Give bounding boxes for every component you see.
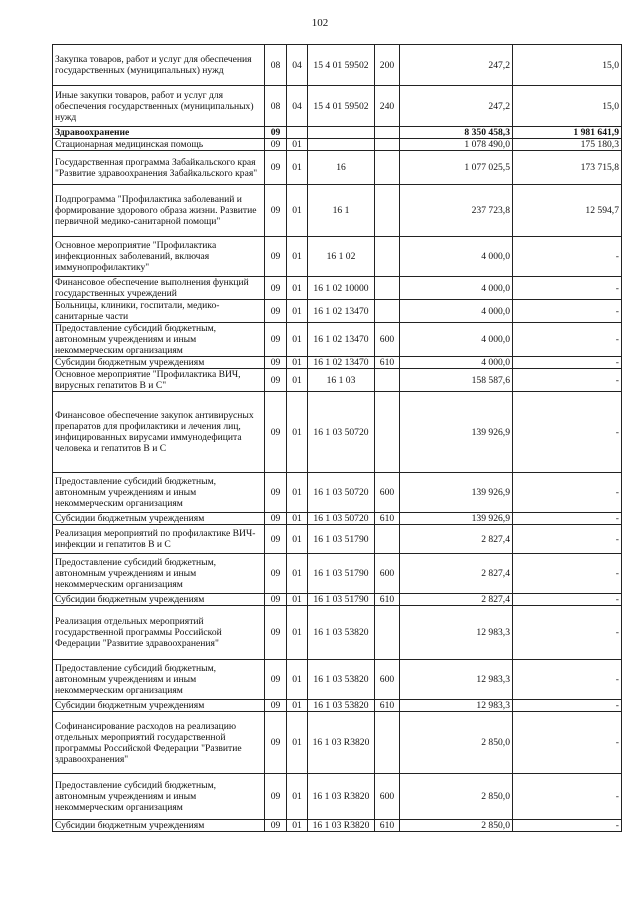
- cell-vr: 600: [375, 774, 400, 820]
- cell-rz: 08: [265, 45, 287, 86]
- table-row: [53, 45, 622, 86]
- table-row: [53, 139, 622, 151]
- cell-csr: [308, 139, 375, 151]
- cell-sum1: 2 850,0: [400, 774, 513, 820]
- cell-pr: 01: [287, 392, 308, 473]
- cell-rz: 09: [265, 357, 287, 369]
- cell-vr: [375, 606, 400, 660]
- cell-sum2: 173 715,8: [513, 151, 622, 185]
- cell-csr: 16 1 02 13470: [308, 323, 375, 357]
- cell-csr: 16 1 03 51790: [308, 554, 375, 594]
- cell-vr: [375, 525, 400, 554]
- cell-name: Закупка товаров, работ и услуг для обеспечения государственных (муниципальных) нужд: [53, 45, 265, 86]
- cell-name: Финансовое обеспечение выполнения функций государственных учреждений: [53, 277, 265, 300]
- table-row: [53, 392, 622, 473]
- cell-sum2: 175 180,3: [513, 139, 622, 151]
- cell-rz: 09: [265, 300, 287, 323]
- cell-sum2: -: [513, 594, 622, 606]
- cell-sum1: 4 000,0: [400, 237, 513, 277]
- cell-vr: [375, 369, 400, 392]
- table-row: [53, 660, 622, 700]
- table-row: [53, 151, 622, 185]
- cell-pr: 01: [287, 594, 308, 606]
- cell-sum1: 247,2: [400, 45, 513, 86]
- cell-vr: 610: [375, 700, 400, 712]
- cell-csr: 16 1 03 53820: [308, 660, 375, 700]
- cell-vr: 240: [375, 86, 400, 127]
- cell-pr: 01: [287, 277, 308, 300]
- cell-pr: 04: [287, 45, 308, 86]
- table-row: [53, 594, 622, 606]
- cell-pr: 01: [287, 369, 308, 392]
- cell-pr: 01: [287, 700, 308, 712]
- cell-pr: 04: [287, 86, 308, 127]
- cell-sum2: -: [513, 323, 622, 357]
- table-row: [53, 700, 622, 712]
- cell-csr: 15 4 01 59502: [308, 86, 375, 127]
- cell-name: Предоставление субсидий бюджетным, автономным учреждениям и иным некоммерческим организациям: [53, 323, 265, 357]
- cell-rz: 09: [265, 820, 287, 832]
- cell-name: Субсидии бюджетным учреждениям: [53, 594, 265, 606]
- table-row: [53, 712, 622, 774]
- cell-pr: 01: [287, 357, 308, 369]
- cell-csr: [308, 127, 375, 139]
- cell-pr: 01: [287, 139, 308, 151]
- cell-vr: 600: [375, 554, 400, 594]
- cell-sum2: -: [513, 277, 622, 300]
- cell-rz: 09: [265, 594, 287, 606]
- cell-rz: 09: [265, 554, 287, 594]
- cell-vr: [375, 277, 400, 300]
- cell-sum2: -: [513, 525, 622, 554]
- cell-name: Субсидии бюджетным учреждениям: [53, 513, 265, 525]
- cell-name: Подпрограмма "Профилактика заболеваний и формирование здорового образа жизни. Развитие первичной медико-санитарной помощи": [53, 185, 265, 237]
- cell-csr: 16 1 03: [308, 369, 375, 392]
- cell-sum2: -: [513, 513, 622, 525]
- cell-name: Предоставление субсидий бюджетным, автономным учреждениям и иным некоммерческим организациям: [53, 660, 265, 700]
- cell-vr: 200: [375, 45, 400, 86]
- cell-name: Предоставление субсидий бюджетным, автономным учреждениям и иным некоммерческим организациям: [53, 774, 265, 820]
- cell-rz: 09: [265, 513, 287, 525]
- table-row: [53, 473, 622, 513]
- cell-pr: 01: [287, 473, 308, 513]
- cell-csr: 16 1 03 50720: [308, 392, 375, 473]
- cell-rz: 09: [265, 369, 287, 392]
- cell-sum1: 2 827,4: [400, 525, 513, 554]
- cell-rz: 09: [265, 712, 287, 774]
- cell-vr: [375, 237, 400, 277]
- cell-sum2: -: [513, 700, 622, 712]
- cell-vr: 610: [375, 820, 400, 832]
- cell-csr: 16 1 03 R3820: [308, 774, 375, 820]
- cell-rz: 09: [265, 700, 287, 712]
- cell-pr: 01: [287, 323, 308, 357]
- table-row: [53, 277, 622, 300]
- cell-vr: [375, 300, 400, 323]
- table-row: [53, 86, 622, 127]
- cell-rz: 09: [265, 660, 287, 700]
- cell-sum2: 1 981 641,9: [513, 127, 622, 139]
- cell-csr: 16 1 03 R3820: [308, 712, 375, 774]
- cell-vr: [375, 392, 400, 473]
- table-row: [53, 606, 622, 660]
- cell-sum2: -: [513, 357, 622, 369]
- page-number: 102: [311, 17, 329, 29]
- cell-name: Основное мероприятие "Профилактика ВИЧ, вирусных гепатитов В и С": [53, 369, 265, 392]
- table-row: [53, 127, 622, 139]
- table-row: [53, 369, 622, 392]
- cell-rz: 09: [265, 774, 287, 820]
- cell-sum1: 8 350 458,3: [400, 127, 513, 139]
- cell-csr: 15 4 01 59502: [308, 45, 375, 86]
- cell-rz: 09: [265, 473, 287, 513]
- cell-rz: 09: [265, 606, 287, 660]
- cell-rz: 09: [265, 237, 287, 277]
- cell-name: Иные закупки товаров, работ и услуг для обеспечения государственных (муниципальных) нужд: [53, 86, 265, 127]
- cell-pr: 01: [287, 712, 308, 774]
- cell-pr: [287, 127, 308, 139]
- cell-name: Предоставление субсидий бюджетным, автономным учреждениям и иным некоммерческим организациям: [53, 554, 265, 594]
- table-row: [53, 237, 622, 277]
- cell-vr: 610: [375, 594, 400, 606]
- cell-sum1: 12 983,3: [400, 606, 513, 660]
- cell-sum1: 4 000,0: [400, 323, 513, 357]
- cell-pr: 01: [287, 513, 308, 525]
- cell-sum2: -: [513, 660, 622, 700]
- cell-sum1: 139 926,9: [400, 473, 513, 513]
- cell-vr: [375, 712, 400, 774]
- cell-sum2: -: [513, 369, 622, 392]
- cell-name: Государственная программа Забайкальского края "Развитие здравоохранения Забайкальского края": [53, 151, 265, 185]
- cell-rz: 09: [265, 525, 287, 554]
- cell-rz: 09: [265, 323, 287, 357]
- cell-name: Здравоохранение: [53, 127, 265, 139]
- cell-vr: [375, 151, 400, 185]
- cell-pr: 01: [287, 820, 308, 832]
- cell-sum2: -: [513, 820, 622, 832]
- cell-sum2: -: [513, 712, 622, 774]
- cell-pr: 01: [287, 185, 308, 237]
- table-row: [53, 300, 622, 323]
- cell-rz: 09: [265, 277, 287, 300]
- cell-sum1: 2 850,0: [400, 820, 513, 832]
- cell-name: Субсидии бюджетным учреждениям: [53, 357, 265, 369]
- cell-sum1: 4 000,0: [400, 277, 513, 300]
- cell-name: Финансовое обеспечение закупок антивирусных препаратов для профилактики и лечения лиц, инфицированных вирусами иммунодефицита человека и гепатитов В и С: [53, 392, 265, 473]
- cell-name: Предоставление субсидий бюджетным, автономным учреждениям и иным некоммерческим организациям: [53, 473, 265, 513]
- cell-vr: [375, 127, 400, 139]
- cell-sum2: -: [513, 554, 622, 594]
- cell-sum1: 2 827,4: [400, 554, 513, 594]
- cell-pr: 01: [287, 606, 308, 660]
- cell-vr: 600: [375, 323, 400, 357]
- cell-vr: [375, 139, 400, 151]
- cell-pr: 01: [287, 300, 308, 323]
- table-row: [53, 774, 622, 820]
- cell-sum1: 139 926,9: [400, 392, 513, 473]
- cell-csr: 16 1 02 13470: [308, 357, 375, 369]
- cell-rz: 08: [265, 86, 287, 127]
- budget-table: [52, 44, 622, 832]
- cell-csr: 16 1 02: [308, 237, 375, 277]
- cell-csr: 16 1 03 50720: [308, 473, 375, 513]
- cell-rz: 09: [265, 185, 287, 237]
- cell-pr: 01: [287, 237, 308, 277]
- cell-csr: 16 1 03 53820: [308, 606, 375, 660]
- cell-sum2: -: [513, 392, 622, 473]
- cell-csr: 16 1 03 53820: [308, 700, 375, 712]
- cell-sum2: -: [513, 606, 622, 660]
- cell-rz: 09: [265, 392, 287, 473]
- cell-name: Стационарная медицинская помощь: [53, 139, 265, 151]
- cell-pr: 01: [287, 525, 308, 554]
- cell-sum1: 12 983,3: [400, 700, 513, 712]
- cell-csr: 16 1 02 13470: [308, 300, 375, 323]
- table-row: [53, 185, 622, 237]
- cell-sum1: 247,2: [400, 86, 513, 127]
- cell-sum1: 1 077 025,5: [400, 151, 513, 185]
- cell-csr: 16 1 03 R3820: [308, 820, 375, 832]
- cell-rz: 09: [265, 139, 287, 151]
- table-row: [53, 357, 622, 369]
- cell-name: Субсидии бюджетным учреждениям: [53, 700, 265, 712]
- cell-csr: 16 1: [308, 185, 375, 237]
- cell-csr: 16 1 03 51790: [308, 525, 375, 554]
- cell-vr: 600: [375, 473, 400, 513]
- table-row: [53, 820, 622, 832]
- cell-sum2: -: [513, 300, 622, 323]
- cell-sum1: 4 000,0: [400, 357, 513, 369]
- cell-sum2: 15,0: [513, 86, 622, 127]
- cell-vr: 610: [375, 513, 400, 525]
- cell-sum1: 237 723,8: [400, 185, 513, 237]
- cell-sum1: 139 926,9: [400, 513, 513, 525]
- cell-csr: 16 1 02 10000: [308, 277, 375, 300]
- cell-sum2: 15,0: [513, 45, 622, 86]
- budget-table-body: [53, 45, 622, 832]
- cell-name: Субсидии бюджетным учреждениям: [53, 820, 265, 832]
- cell-pr: 01: [287, 554, 308, 594]
- cell-csr: 16 1 03 50720: [308, 513, 375, 525]
- cell-sum2: 12 594,7: [513, 185, 622, 237]
- table-row: [53, 513, 622, 525]
- cell-rz: 09: [265, 151, 287, 185]
- cell-vr: [375, 185, 400, 237]
- cell-name: Реализация отдельных мероприятий государственной программы Российской Федерации "Развитие здравоохранения": [53, 606, 265, 660]
- cell-sum2: -: [513, 237, 622, 277]
- cell-pr: 01: [287, 660, 308, 700]
- cell-vr: 600: [375, 660, 400, 700]
- cell-pr: 01: [287, 774, 308, 820]
- cell-name: Основное мероприятие "Профилактика инфекционных заболеваний, включая иммунопрофилактику": [53, 237, 265, 277]
- cell-csr: 16: [308, 151, 375, 185]
- cell-sum1: 4 000,0: [400, 300, 513, 323]
- cell-name: Софинансирование расходов на реализацию отдельных мероприятий государственной программы Российской Федерации "Развитие здравоохранения": [53, 712, 265, 774]
- cell-sum1: 12 983,3: [400, 660, 513, 700]
- cell-pr: 01: [287, 151, 308, 185]
- cell-sum1: 158 587,6: [400, 369, 513, 392]
- table-row: [53, 554, 622, 594]
- cell-name: Больницы, клиники, госпитали, медико-санитарные части: [53, 300, 265, 323]
- cell-csr: 16 1 03 51790: [308, 594, 375, 606]
- cell-name: Реализация мероприятий по профилактике ВИЧ-инфекции и гепатитов В и С: [53, 525, 265, 554]
- cell-rz: 09: [265, 127, 287, 139]
- cell-sum1: 2 827,4: [400, 594, 513, 606]
- cell-sum1: 1 078 490,0: [400, 139, 513, 151]
- cell-sum2: -: [513, 473, 622, 513]
- cell-vr: 610: [375, 357, 400, 369]
- cell-sum2: -: [513, 774, 622, 820]
- cell-sum1: 2 850,0: [400, 712, 513, 774]
- table-row: [53, 323, 622, 357]
- table-row: [53, 525, 622, 554]
